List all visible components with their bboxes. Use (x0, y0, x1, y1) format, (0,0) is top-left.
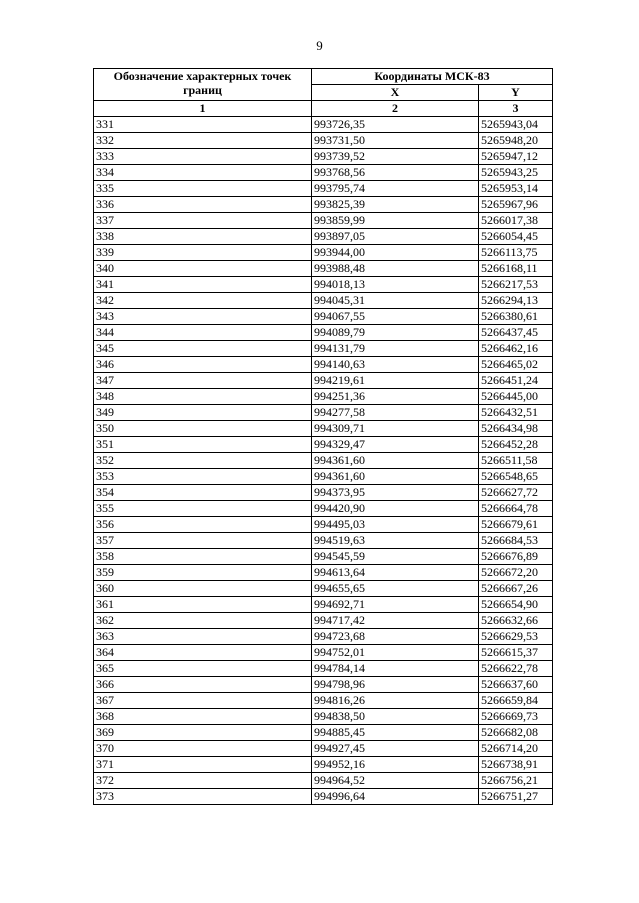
point-id-cell: 345 (94, 341, 312, 357)
y-coordinate-cell: 5266548,65 (479, 469, 553, 485)
point-id-cell: 359 (94, 565, 312, 581)
table-row (94, 517, 553, 533)
x-coordinate-cell: 993897,05 (312, 229, 479, 245)
table-row (94, 117, 553, 133)
point-id-cell: 331 (94, 117, 312, 133)
x-coordinate-cell: 994018,13 (312, 277, 479, 293)
table-row (94, 533, 553, 549)
x-coordinate-cell: 993859,99 (312, 213, 479, 229)
x-coordinate-cell: 994219,61 (312, 373, 479, 389)
table-row (94, 373, 553, 389)
x-coordinate-cell: 994717,42 (312, 613, 479, 629)
point-id-cell: 369 (94, 725, 312, 741)
point-id-cell: 346 (94, 357, 312, 373)
y-coordinate-cell: 5266629,53 (479, 629, 553, 645)
y-coordinate-cell: 5266452,28 (479, 437, 553, 453)
x-coordinate-cell: 994361,60 (312, 453, 479, 469)
x-coordinate-cell: 994495,03 (312, 517, 479, 533)
y-coordinate-cell: 5266667,26 (479, 581, 553, 597)
x-coordinate-cell: 993988,48 (312, 261, 479, 277)
point-id-cell: 344 (94, 325, 312, 341)
x-coordinate-cell: 994277,58 (312, 405, 479, 421)
table-row (94, 133, 553, 149)
x-coordinate-cell: 993795,74 (312, 181, 479, 197)
x-coordinate-cell: 994545,59 (312, 549, 479, 565)
x-coordinate-cell: 994927,45 (312, 741, 479, 757)
x-coordinate-cell: 994373,95 (312, 485, 479, 501)
x-coordinate-cell: 994885,45 (312, 725, 479, 741)
point-id-cell: 343 (94, 309, 312, 325)
point-id-cell: 341 (94, 277, 312, 293)
point-id-cell: 356 (94, 517, 312, 533)
table-row (94, 693, 553, 709)
x-coordinate-cell: 994613,64 (312, 565, 479, 581)
y-coordinate-cell: 5266465,02 (479, 357, 553, 373)
point-id-cell: 333 (94, 149, 312, 165)
column-number-3: 3 (479, 101, 553, 117)
x-coordinate-cell: 994361,60 (312, 469, 479, 485)
table-row (94, 453, 553, 469)
point-id-cell: 358 (94, 549, 312, 565)
x-coordinate-cell: 994519,63 (312, 533, 479, 549)
page-number: 9 (316, 38, 323, 53)
point-id-cell: 351 (94, 437, 312, 453)
y-coordinate-cell: 5266017,38 (479, 213, 553, 229)
x-coordinate-cell: 994816,26 (312, 693, 479, 709)
point-id-cell: 348 (94, 389, 312, 405)
table-row (94, 149, 553, 165)
point-id-cell: 350 (94, 421, 312, 437)
y-coordinate-cell: 5266217,53 (479, 277, 553, 293)
table-row (94, 197, 553, 213)
coordinates-table (93, 68, 553, 805)
table-row (94, 309, 553, 325)
y-coordinate-cell: 5266738,91 (479, 757, 553, 773)
y-coordinate-cell: 5266622,78 (479, 661, 553, 677)
x-coordinate-cell: 994752,01 (312, 645, 479, 661)
y-coordinate-cell: 5266679,61 (479, 517, 553, 533)
x-coordinate-cell: 994784,14 (312, 661, 479, 677)
point-id-cell: 373 (94, 789, 312, 805)
table-row (94, 613, 553, 629)
y-coordinate-cell: 5265948,20 (479, 133, 553, 149)
table-row (94, 437, 553, 453)
table-row (94, 277, 553, 293)
x-coordinate-cell: 994798,96 (312, 677, 479, 693)
point-id-cell: 355 (94, 501, 312, 517)
point-id-cell: 367 (94, 693, 312, 709)
table-row (94, 741, 553, 757)
x-coordinate-cell: 994309,71 (312, 421, 479, 437)
x-coordinate-cell: 994723,68 (312, 629, 479, 645)
point-id-cell: 368 (94, 709, 312, 725)
table-row (94, 549, 553, 565)
y-coordinate-cell: 5266632,66 (479, 613, 553, 629)
table-row (94, 421, 553, 437)
x-coordinate-cell: 994329,47 (312, 437, 479, 453)
point-id-cell: 342 (94, 293, 312, 309)
header-y-label: Y (479, 85, 553, 101)
x-coordinate-cell: 994964,52 (312, 773, 479, 789)
x-coordinate-cell: 994045,31 (312, 293, 479, 309)
point-id-cell: 337 (94, 213, 312, 229)
y-coordinate-cell: 5266654,90 (479, 597, 553, 613)
table-row (94, 293, 553, 309)
table-row (94, 341, 553, 357)
x-coordinate-cell: 993731,50 (312, 133, 479, 149)
x-coordinate-cell: 994420,90 (312, 501, 479, 517)
x-coordinate-cell: 994996,64 (312, 789, 479, 805)
table-row (94, 789, 553, 805)
y-coordinate-cell: 5266682,08 (479, 725, 553, 741)
y-coordinate-cell: 5266294,13 (479, 293, 553, 309)
table-row (94, 597, 553, 613)
table-body (94, 117, 553, 805)
table-row (94, 565, 553, 581)
x-coordinate-cell: 994251,36 (312, 389, 479, 405)
point-id-cell: 372 (94, 773, 312, 789)
table-row (94, 389, 553, 405)
y-coordinate-cell: 5266380,61 (479, 309, 553, 325)
point-id-cell: 360 (94, 581, 312, 597)
column-number-2: 2 (312, 101, 479, 117)
point-id-cell: 338 (94, 229, 312, 245)
y-coordinate-cell: 5266113,75 (479, 245, 553, 261)
y-coordinate-cell: 5266054,45 (479, 229, 553, 245)
point-id-cell: 349 (94, 405, 312, 421)
table-row (94, 677, 553, 693)
x-coordinate-cell: 994089,79 (312, 325, 479, 341)
y-coordinate-cell: 5266672,20 (479, 565, 553, 581)
table-row (94, 645, 553, 661)
x-coordinate-cell: 994952,16 (312, 757, 479, 773)
table-row (94, 213, 553, 229)
y-coordinate-cell: 5266462,16 (479, 341, 553, 357)
x-coordinate-cell: 993739,52 (312, 149, 479, 165)
y-coordinate-cell: 5266168,11 (479, 261, 553, 277)
point-id-cell: 332 (94, 133, 312, 149)
y-coordinate-cell: 5266437,45 (479, 325, 553, 341)
table-row (94, 165, 553, 181)
point-id-cell: 340 (94, 261, 312, 277)
point-id-cell: 370 (94, 741, 312, 757)
y-coordinate-cell: 5266669,73 (479, 709, 553, 725)
point-id-cell: 352 (94, 453, 312, 469)
table-row (94, 357, 553, 373)
point-id-cell: 366 (94, 677, 312, 693)
point-id-cell: 335 (94, 181, 312, 197)
point-id-cell: 353 (94, 469, 312, 485)
table-row (94, 757, 553, 773)
point-id-cell: 361 (94, 597, 312, 613)
table-row (94, 581, 553, 597)
y-coordinate-cell: 5266445,00 (479, 389, 553, 405)
point-id-cell: 371 (94, 757, 312, 773)
point-id-cell: 354 (94, 485, 312, 501)
header-x-label: X (312, 85, 479, 101)
point-id-cell: 339 (94, 245, 312, 261)
x-coordinate-cell: 994067,55 (312, 309, 479, 325)
table-row (94, 405, 553, 421)
header-points-label: Обозначение характерных точек границ (94, 69, 312, 101)
y-coordinate-cell: 5266756,21 (479, 773, 553, 789)
x-coordinate-cell: 993944,00 (312, 245, 479, 261)
y-coordinate-cell: 5266676,89 (479, 549, 553, 565)
x-coordinate-cell: 994131,79 (312, 341, 479, 357)
y-coordinate-cell: 5266664,78 (479, 501, 553, 517)
point-id-cell: 362 (94, 613, 312, 629)
point-id-cell: 363 (94, 629, 312, 645)
y-coordinate-cell: 5265943,04 (479, 117, 553, 133)
y-coordinate-cell: 5265953,14 (479, 181, 553, 197)
point-id-cell: 364 (94, 645, 312, 661)
y-coordinate-cell: 5266432,51 (479, 405, 553, 421)
y-coordinate-cell: 5266714,20 (479, 741, 553, 757)
y-coordinate-cell: 5266637,60 (479, 677, 553, 693)
table-row (94, 229, 553, 245)
point-id-cell: 334 (94, 165, 312, 181)
y-coordinate-cell: 5266511,58 (479, 453, 553, 469)
y-coordinate-cell: 5266615,37 (479, 645, 553, 661)
y-coordinate-cell: 5266434,98 (479, 421, 553, 437)
x-coordinate-cell: 994655,65 (312, 581, 479, 597)
table-row (94, 501, 553, 517)
table-row (94, 629, 553, 645)
x-coordinate-cell: 994838,50 (312, 709, 479, 725)
table-row (94, 245, 553, 261)
y-coordinate-cell: 5266659,84 (479, 693, 553, 709)
x-coordinate-cell: 994692,71 (312, 597, 479, 613)
table-row (94, 181, 553, 197)
table-row (94, 773, 553, 789)
x-coordinate-cell: 993768,56 (312, 165, 479, 181)
table-column-numbers-row (94, 101, 553, 117)
x-coordinate-cell: 993726,35 (312, 117, 479, 133)
y-coordinate-cell: 5265967,96 (479, 197, 553, 213)
y-coordinate-cell: 5266627,72 (479, 485, 553, 501)
column-number-1: 1 (94, 101, 312, 117)
table-row (94, 725, 553, 741)
point-id-cell: 365 (94, 661, 312, 677)
point-id-cell: 347 (94, 373, 312, 389)
table-row (94, 661, 553, 677)
table-header-row (94, 69, 553, 85)
x-coordinate-cell: 993825,39 (312, 197, 479, 213)
y-coordinate-cell: 5266451,24 (479, 373, 553, 389)
table-row (94, 261, 553, 277)
y-coordinate-cell: 5265947,12 (479, 149, 553, 165)
table-row (94, 469, 553, 485)
y-coordinate-cell: 5266684,53 (479, 533, 553, 549)
table-row (94, 709, 553, 725)
header-coords-label: Координаты МСК-83 (312, 69, 553, 85)
point-id-cell: 336 (94, 197, 312, 213)
y-coordinate-cell: 5265943,25 (479, 165, 553, 181)
table-row (94, 325, 553, 341)
point-id-cell: 357 (94, 533, 312, 549)
x-coordinate-cell: 994140,63 (312, 357, 479, 373)
y-coordinate-cell: 5266751,27 (479, 789, 553, 805)
table-row (94, 485, 553, 501)
